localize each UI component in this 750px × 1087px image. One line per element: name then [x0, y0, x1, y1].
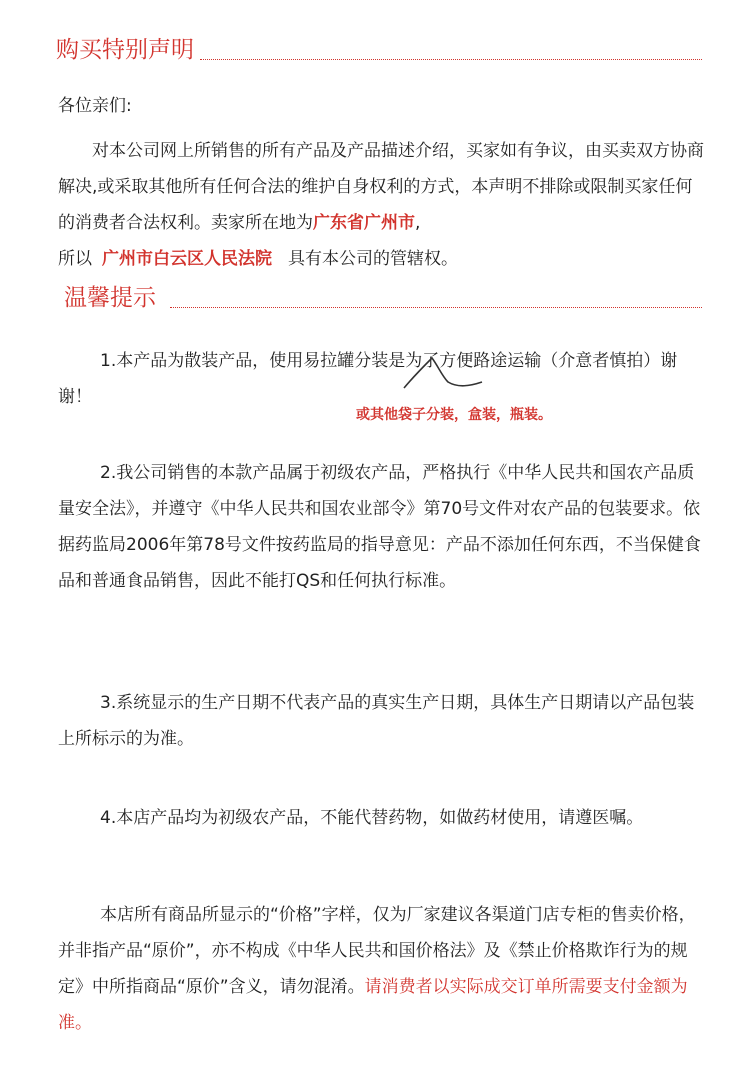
- tip-item-3: 3.系统显示的生产日期不代表产品的真实生产日期，具体生产日期请以产品包装上所标示的为准。: [58, 693, 695, 749]
- tip-item-2: 2.我公司销售的本款产品属于初级农产品，严格执行《中华人民共和国农产品质量安全法》，并遵守《中华人民共和国农业部令》第70号文件对农产品的包装要求。依据药监局2006年第78号文件按药监局的指导意见：产品不添加任何东西，不当保健食品和普通食品销售，因此不能打QS和任何执行标准。: [58, 463, 701, 591]
- notice-comma: ,: [415, 213, 421, 233]
- notice-prefix: 所以: [58, 249, 92, 269]
- tip-item-1: 1.本产品为散装产品，使用易拉罐分装是为了方便路途运输（介意者慎拍）谢谢！: [58, 351, 678, 407]
- greeting: 各位亲们:: [58, 96, 132, 116]
- tips-header: [56, 284, 702, 312]
- notice-title: 购买特别声明: [56, 37, 194, 63]
- notice-divider: [200, 59, 702, 60]
- price-disclaimer-highlight: 请消费者以实际成交订单所需要支付金额为准。: [58, 977, 688, 1033]
- notice-text: 对本公司网上所销售的所有产品及产品描述介绍，买家如有争议，由买卖双方协商解决,或采取其他所有任何合法的维护自身权利的方式，本声明不排除或限制买家任何的消费者合法权利。卖家所在地为: [58, 141, 704, 233]
- notice-paragraph: [58, 133, 708, 277]
- notice-header: [56, 36, 702, 64]
- tip-item-4: 4.本店产品均为初级农产品，不能代替药物，如做药材使用，请遵医嘱。: [100, 808, 644, 828]
- tips-divider: [170, 307, 702, 308]
- handwritten-annotation-mark: [402, 352, 484, 392]
- notice-suffix: 具有本公司的管辖权。: [288, 249, 458, 269]
- tips-title: 温馨提示: [64, 285, 156, 311]
- court-name: 广州市白云区人民法院: [102, 249, 272, 269]
- seller-location: 广东省广州市: [313, 213, 415, 233]
- price-disclaimer: [58, 897, 708, 1041]
- price-disclaimer-text: 本店所有商品所显示的“价格”字样，仅为厂家建议各渠道门店专柜的售卖价格，并非指产品“原价”，亦不构成《中华人民共和国价格法》及《禁止价格欺诈行为的规定》中所指商品“原价”含义，请勿混淆。: [58, 905, 696, 997]
- tip-item-1-note: 或其他袋子分装，盒装，瓶装。: [356, 407, 552, 423]
